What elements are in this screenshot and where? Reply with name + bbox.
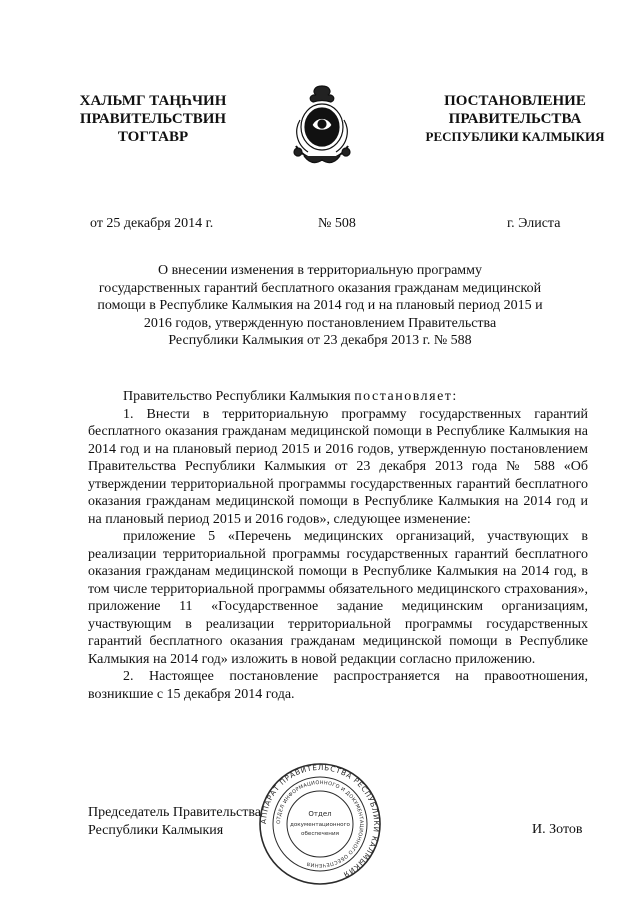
header-russian (415, 92, 615, 146)
paragraph-2: 2. Настоящее постановление распространяется на правоотношения, возникшие с 15 декабря 2014 года. (88, 669, 588, 702)
intro-paragraph (88, 388, 588, 406)
title-line: 2016 годов, утвержденную постановлением Правительства (143, 315, 497, 331)
signatory-position-line: Республики Калмыкия (88, 822, 224, 838)
document-title (95, 262, 545, 350)
stamp-outer-text: АППАРАТ ПРАВИТЕЛЬСТВА РЕСПУБЛИКИ КАЛМЫКИЯ (258, 762, 382, 880)
signatory-name: И. Зотов (532, 822, 583, 837)
header-kalmyk-line: ХАЛЬМГ ТАҢҺЧИН (79, 93, 227, 109)
issuer-line: ПРАВИТЕЛЬСТВА (448, 111, 582, 127)
header-kalmyk-line: ПРАВИТЕЛЬСТВИН (79, 111, 227, 127)
stamp-center-line: обеспечения (301, 831, 339, 837)
intro-keyword: постановляет: (354, 389, 458, 404)
paragraph-annex: приложение 5 «Перечень медицинских организаций, участвующих в реализации территориальной программы государственных гарантий бесплатного оказания гражданам медицинской помощи в Республике Калмыкия на 2014 год, в том числе территориальной программы обязательного медицинского страхования», приложение 11 «Государственное задание медицинским организациям, участвующим в реализации территориальной программы государственных гарантий бесплатного оказания гражданам медицинской помощи в Республике Калмыкия на 2014 год» изложить в новой редакции согласно приложению. (88, 529, 588, 667)
stamp-center-line: документационного (290, 822, 350, 828)
official-stamp (258, 762, 382, 886)
signatory-position-line: Председатель Правительства (88, 805, 261, 820)
title-line: государственных гарантий бесплатного оказания гражданам медицинской (98, 280, 542, 296)
coat-of-arms-emblem (286, 80, 358, 166)
stamp-center-line: Отдел (308, 810, 332, 818)
issuer-line: РЕСПУБЛИКИ КАЛМЫКИЯ (425, 129, 605, 144)
title-line: О внесении изменения в территориальную программу (157, 263, 483, 278)
document-date: от 25 декабря 2014 г. (90, 216, 214, 231)
signatory-position (88, 804, 261, 839)
document-type: ПОСТАНОВЛЕНИЕ (444, 93, 586, 109)
header-kalmyk-line: ТОГТАВР (117, 129, 189, 145)
stamp-inner-text: ОТДЕЛ ИНФОРМАЦИОННОГО И ДОКУМЕНТАЦИОННОГО ОБЕСПЕЧЕНИЯ (275, 779, 365, 869)
document-city: г. Элиста (507, 216, 561, 231)
document-number: № 508 (318, 216, 356, 231)
document-body (88, 388, 588, 703)
paragraph-1: 1. Внести в территориальную программу государственных гарантий бесплатного оказания гражданам медицинской помощи в Республике Калмыкия на 2014 год и на плановый период 2015 и 2016 годов, утвержденную постановлением Правительства Республики Калмыкия от 23 декабря 2013 года № 588 «Об утверждении территориальной программы государственных гарантий бесплатного оказания гражданам медицинской помощи в Республике Калмыкия на 2014 год и на плановый период 2015 и 2016 годов», следующее изменение: (88, 406, 588, 527)
intro-prefix: Правительство Республики Калмыкия (123, 389, 355, 404)
title-line: помощи в Республике Калмыкия на 2014 год и на плановый период 2015 и (97, 298, 543, 313)
header-kalmyk (68, 92, 238, 146)
title-line: Республики Калмыкия от 23 декабря 2013 г. № 588 (168, 333, 472, 348)
